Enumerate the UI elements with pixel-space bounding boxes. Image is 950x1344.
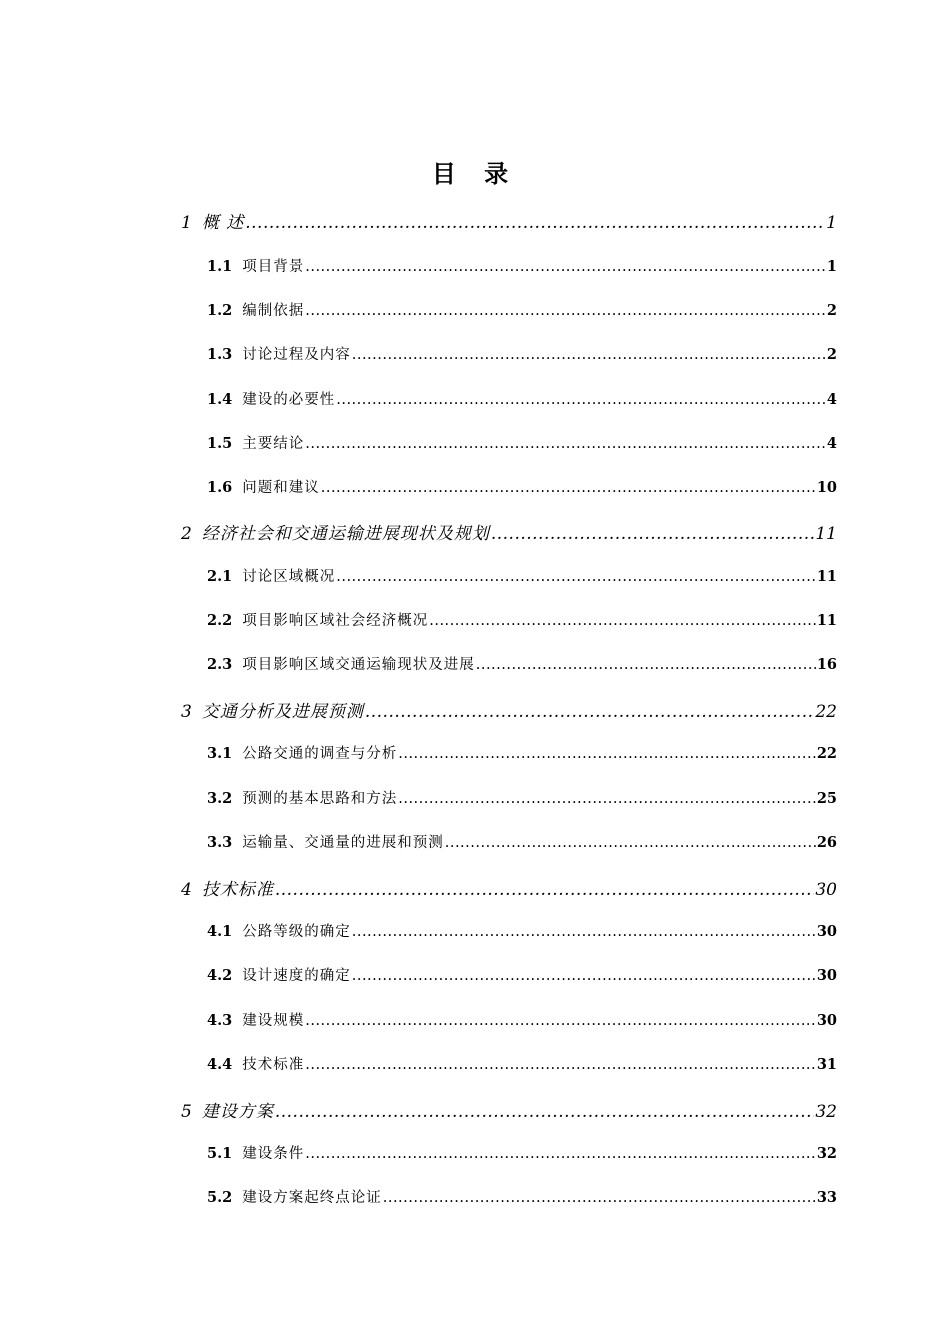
toc-entry-page: 30: [815, 880, 837, 900]
dot-leader: [321, 480, 816, 496]
dot-leader: [352, 924, 816, 940]
toc-entry-page: 11: [815, 524, 837, 544]
toc-entry[interactable]: [207, 388, 837, 409]
dot-leader: [383, 1190, 816, 1206]
toc-entry-label: 设计速度的确定: [242, 968, 351, 984]
toc-entry-page: 1: [826, 213, 837, 233]
toc-entry[interactable]: [207, 343, 837, 364]
toc-entry-label: 运输量、交通量的进展和预测: [242, 835, 444, 851]
toc-entry-label: 建设条件: [242, 1146, 305, 1162]
toc-entry-number: 4.4: [207, 1056, 233, 1073]
toc-entry-number: 2: [181, 524, 192, 544]
toc-entry-page: 4: [826, 391, 837, 408]
toc-entry[interactable]: [207, 476, 837, 497]
toc-entry-number: 3.3: [207, 834, 233, 851]
toc-entry-number: 5.2: [207, 1189, 233, 1206]
toc-entry-number: 4.2: [207, 967, 233, 984]
toc-entry-label: 建设方案: [201, 1102, 274, 1122]
toc-entry-page: 10: [816, 479, 837, 496]
toc-entry-label: 主要结论: [242, 436, 305, 452]
toc-entry[interactable]: [207, 831, 837, 852]
toc-entry-number: 1.5: [207, 435, 233, 452]
toc-entry-number: 2.2: [207, 612, 233, 629]
toc-entry-page: 1: [826, 258, 837, 275]
dot-leader: [445, 835, 816, 851]
toc-entry-label: 建设方案起终点论证: [242, 1190, 382, 1206]
toc-entry-label: 讨论区域概况: [242, 569, 336, 585]
dot-leader: [352, 968, 816, 984]
page-title: 目 录: [431, 159, 519, 188]
toc-entry-number: 1.3: [207, 346, 233, 363]
toc-entry[interactable]: [207, 742, 837, 763]
toc-entry-page: 26: [816, 834, 837, 851]
toc-entry-label: 公路交通的调查与分析: [242, 746, 398, 762]
dot-leader: [305, 436, 826, 452]
toc-entry-page: 33: [816, 1189, 837, 1206]
dot-leader: [476, 657, 816, 673]
toc-entry[interactable]: [207, 299, 837, 320]
toc-entry-label: 建设的必要性: [242, 392, 336, 408]
dot-leader: [429, 613, 816, 629]
toc-entry[interactable]: [181, 208, 837, 233]
toc-entry-number: 3.1: [207, 745, 233, 762]
toc-entry[interactable]: [181, 1097, 837, 1122]
dot-leader: [352, 347, 826, 363]
dot-leader: [305, 1013, 816, 1029]
toc-entry[interactable]: [207, 920, 837, 941]
dot-leader: [305, 259, 826, 275]
toc-entry-page: 4: [826, 435, 837, 452]
toc-entry-number: 4.3: [207, 1012, 233, 1029]
toc-entry-label: 公路等级的确定: [242, 924, 351, 940]
toc-entry-page: 31: [816, 1056, 837, 1073]
dot-leader: [275, 880, 815, 900]
toc-entry-page: 30: [816, 1012, 837, 1029]
dot-leader: [491, 524, 815, 544]
toc-entry-number: 4.1: [207, 923, 233, 940]
toc-entry[interactable]: [181, 519, 837, 544]
toc-entry-number: 5.1: [207, 1145, 233, 1162]
dot-leader: [245, 213, 825, 233]
toc-entry[interactable]: [207, 1186, 837, 1207]
toc-entry-label: 编制依据: [242, 303, 305, 319]
toc-entry-number: 2.3: [207, 656, 233, 673]
toc-entry-label: 经济社会和交通运输进展现状及规划: [201, 524, 490, 544]
toc-entry-page: 22: [816, 745, 837, 762]
toc-entry[interactable]: [207, 787, 837, 808]
toc-entry-label: 概 述: [201, 213, 245, 233]
toc-entry-number: 1: [181, 213, 192, 233]
toc-entry-page: 2: [826, 346, 837, 363]
toc-entry-label: 项目影响区域交通运输现状及进展: [242, 657, 475, 673]
dot-leader: [305, 1057, 816, 1073]
toc-entry-label: 项目影响区域社会经济概况: [242, 613, 429, 629]
toc-entry-label: 交通分析及进展预测: [201, 702, 364, 722]
toc-entry-label: 技术标准: [242, 1057, 305, 1073]
toc-entry-number: 1.6: [207, 479, 233, 496]
toc-entry-page: 11: [816, 568, 837, 585]
dot-leader: [336, 392, 826, 408]
toc-entry-page: 16: [816, 656, 837, 673]
toc-entry-page: 32: [816, 1145, 837, 1162]
toc-entry[interactable]: [207, 1142, 837, 1163]
toc-entry-page: 11: [816, 612, 837, 629]
toc-entry-page: 30: [816, 923, 837, 940]
toc-entry-number: 2.1: [207, 568, 233, 585]
toc-entry-number: 1.2: [207, 302, 233, 319]
dot-leader: [305, 303, 826, 319]
toc-entry-label: 技术标准: [201, 880, 274, 900]
toc-entry-number: 4: [181, 880, 192, 900]
toc-entry-number: 3: [181, 702, 192, 722]
toc-entry-label: 讨论过程及内容: [242, 347, 351, 363]
toc-entry[interactable]: [207, 565, 837, 586]
dot-leader: [398, 791, 816, 807]
toc-entry-number: 1.4: [207, 391, 233, 408]
toc-entry-number: 1.1: [207, 258, 233, 275]
dot-leader: [398, 746, 816, 762]
toc-entry[interactable]: [207, 964, 837, 985]
toc-entry-page: 32: [815, 1102, 837, 1122]
dot-leader: [336, 569, 816, 585]
toc-entry-page: 2: [826, 302, 837, 319]
toc-entry-page: 22: [815, 702, 837, 722]
toc-entry[interactable]: [181, 697, 837, 722]
toc-entry[interactable]: [207, 653, 837, 674]
toc-entry[interactable]: [207, 1009, 837, 1030]
dot-leader: [365, 702, 815, 722]
toc-entry-label: 问题和建议: [242, 480, 320, 496]
toc-entry-label: 建设规模: [242, 1013, 305, 1029]
toc-entry-page: 25: [816, 790, 837, 807]
dot-leader: [275, 1102, 815, 1122]
toc-entry-number: 5: [181, 1102, 192, 1122]
toc-entry[interactable]: [207, 1053, 837, 1074]
toc-entry[interactable]: [207, 255, 837, 276]
toc-entry-page: 30: [816, 967, 837, 984]
toc-entry[interactable]: [207, 432, 837, 453]
toc-entry[interactable]: [207, 609, 837, 630]
toc-entry[interactable]: [181, 875, 837, 900]
toc-entry-label: 预测的基本思路和方法: [242, 791, 398, 807]
dot-leader: [305, 1146, 816, 1162]
toc-entry-label: 项目背景: [242, 259, 305, 275]
toc-entry-number: 3.2: [207, 790, 233, 807]
